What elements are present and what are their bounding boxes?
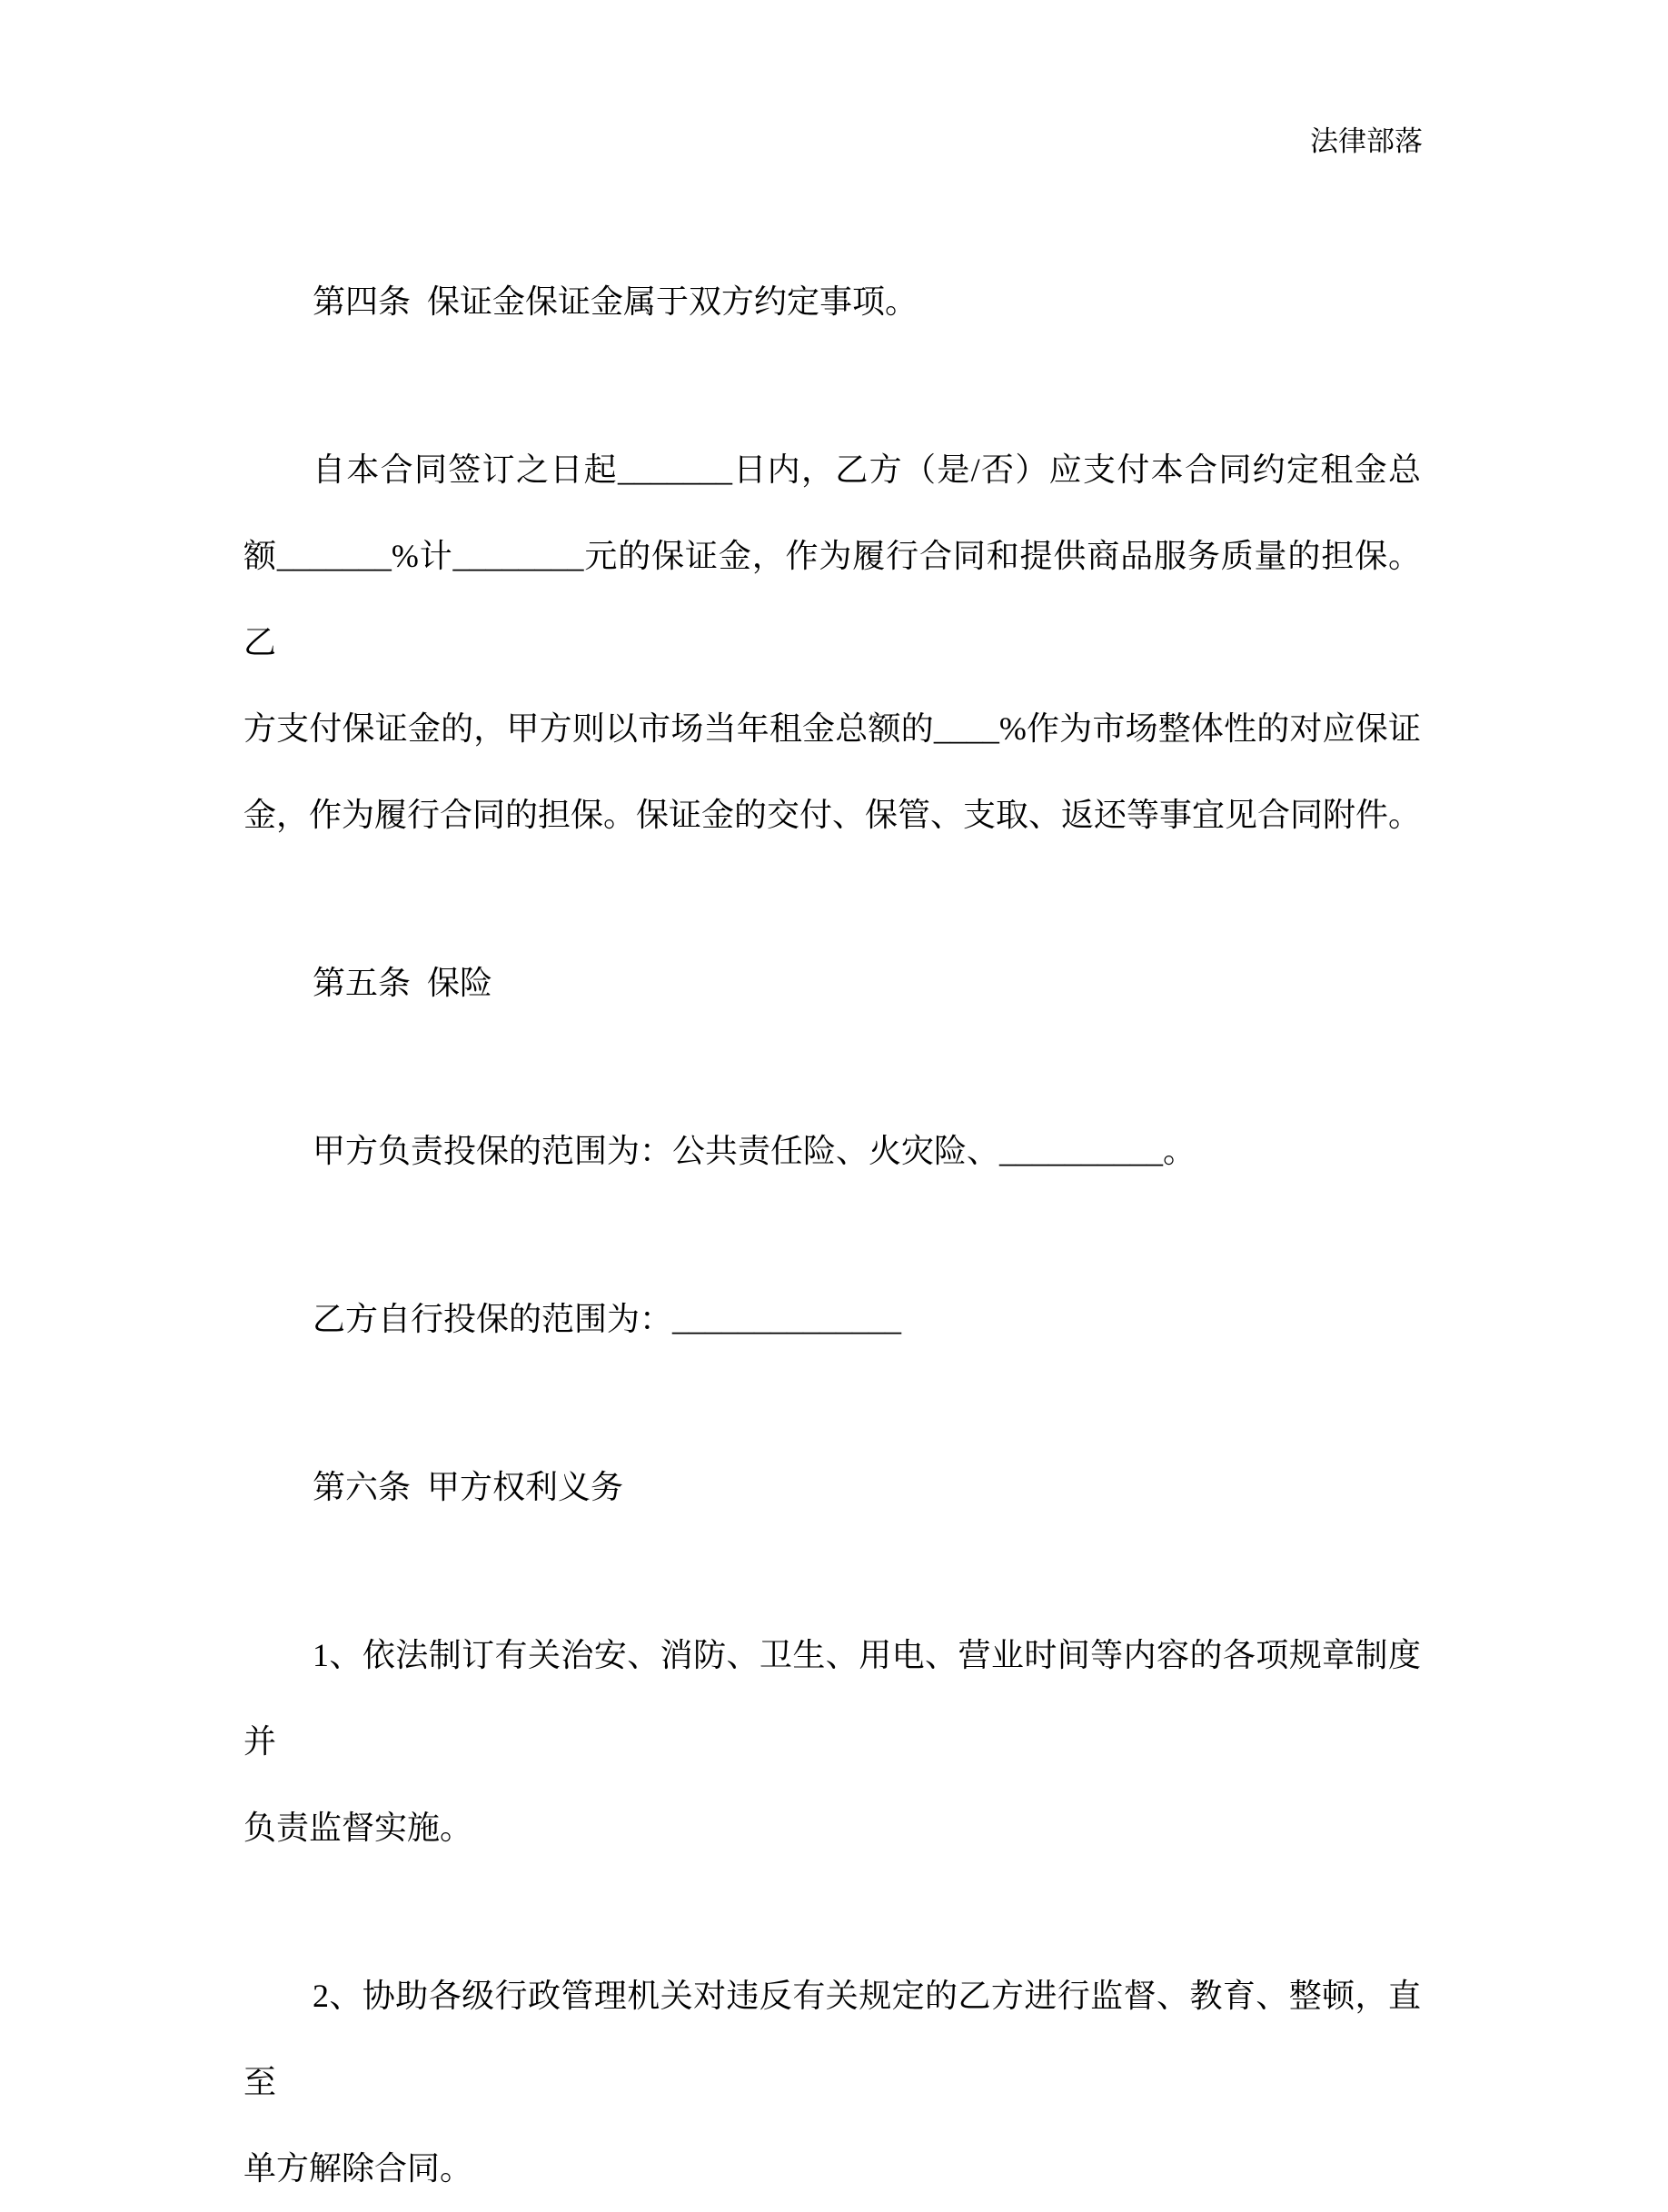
text-line: 单方解除合同。	[243, 2150, 473, 2187]
paragraph	[243, 1276, 1421, 1363]
text-line: 方支付保证金的，甲方则以市场当年租金总额的____%作为市场整体性的对应保证	[243, 710, 1421, 747]
text-line: 额_______%计________元的保证金，作为履行合同和提供商品服务质量的担保。乙	[243, 538, 1421, 660]
paragraph	[243, 1953, 1421, 2212]
site-watermark-label: 法律部落	[1310, 125, 1423, 157]
document-body	[243, 259, 1421, 2212]
text-line: 金，作为履行合同的担保。保证金的交付、保管、支取、返还等事宜见合同附件。	[243, 797, 1422, 833]
text-line: 2、协助各级行政管理机关对违反有关规定的乙方进行监督、教育、整顿，直至	[243, 1978, 1421, 2100]
text-line: 第五条 保险	[313, 965, 493, 1001]
text-line: 自本合同签订之日起_______日内，乙方（是/否）应支付本合同约定租金总	[313, 451, 1421, 488]
text-line: 第四条 保证金保证金属于双方约定事项。	[313, 283, 918, 320]
text-line: 负责监督实施。	[243, 1810, 473, 1846]
paragraph	[243, 1108, 1421, 1195]
paragraph	[243, 427, 1421, 858]
text-line: 甲方负责投保的范围为：公共责任险、火灾险、__________。	[313, 1133, 1196, 1169]
clause-heading	[243, 940, 1421, 1027]
clause-heading	[243, 259, 1421, 345]
page-header	[1282, 87, 1423, 196]
clause-heading	[243, 1444, 1421, 1531]
paragraph	[243, 1612, 1421, 1871]
text-line: 1、依法制订有关治安、消防、卫生、用电、营业时间等内容的各项规章制度并	[243, 1637, 1421, 1760]
text-line: 乙方自行投保的范围为：______________	[313, 1301, 902, 1337]
text-line: 第六条 甲方权利义务	[313, 1469, 624, 1505]
